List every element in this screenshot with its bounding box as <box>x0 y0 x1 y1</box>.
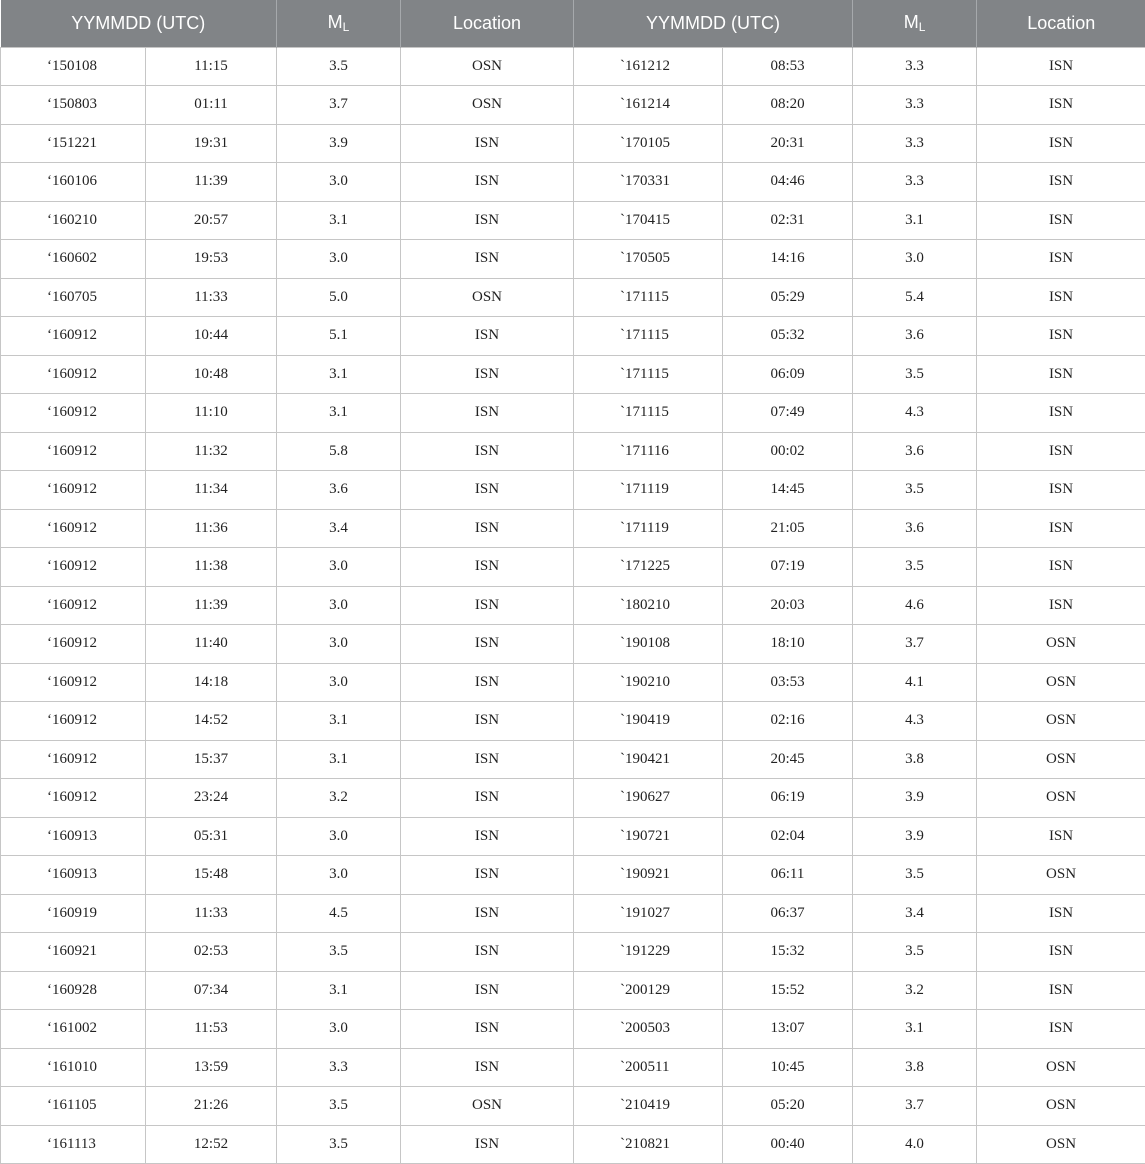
date-cell-right: `210419 <box>574 1087 723 1126</box>
magnitude-cell-right: 3.0 <box>853 240 977 279</box>
magnitude-cell-right: 4.6 <box>853 586 977 625</box>
magnitude-cell-left: 3.5 <box>277 1087 401 1126</box>
location-cell-left: ISN <box>401 779 574 818</box>
date-cell-left: ‘161002 <box>1 1010 146 1049</box>
time-cell-left: 11:10 <box>146 394 277 433</box>
table-row <box>1 740 1145 779</box>
location-cell-right: OSN <box>977 1087 1145 1126</box>
date-cell-right: `161214 <box>574 86 723 125</box>
time-cell-left: 07:34 <box>146 971 277 1010</box>
magnitude-cell-left: 3.1 <box>277 394 401 433</box>
date-cell-right: `190210 <box>574 663 723 702</box>
date-cell-left: ‘160912 <box>1 702 146 741</box>
table-row <box>1 201 1145 240</box>
table-row <box>1 240 1145 279</box>
magnitude-cell-left: 5.0 <box>277 278 401 317</box>
time-cell-left: 02:53 <box>146 933 277 972</box>
magnitude-cell-left: 3.4 <box>277 509 401 548</box>
magnitude-cell-right: 3.8 <box>853 740 977 779</box>
time-cell-left: 14:18 <box>146 663 277 702</box>
location-cell-left: ISN <box>401 1125 574 1164</box>
table-row <box>1 702 1145 741</box>
date-cell-left: ‘160912 <box>1 740 146 779</box>
time-cell-left: 19:31 <box>146 124 277 163</box>
table-row <box>1 86 1145 125</box>
location-cell-left: ISN <box>401 432 574 471</box>
magnitude-cell-right: 3.5 <box>853 548 977 587</box>
time-cell-left: 12:52 <box>146 1125 277 1164</box>
location-cell-left: ISN <box>401 1048 574 1087</box>
header-row <box>1 0 1145 47</box>
magnitude-cell-left: 3.1 <box>277 740 401 779</box>
magnitude-cell-left: 3.0 <box>277 817 401 856</box>
magnitude-cell-left: 3.1 <box>277 971 401 1010</box>
location-cell-right: ISN <box>977 124 1145 163</box>
date-cell-right: `171115 <box>574 317 723 356</box>
header-location-left: Location <box>401 0 574 47</box>
time-cell-left: 11:39 <box>146 586 277 625</box>
location-cell-left: OSN <box>401 1087 574 1126</box>
location-cell-left: ISN <box>401 240 574 279</box>
magnitude-cell-left: 3.2 <box>277 779 401 818</box>
date-cell-left: ‘160921 <box>1 933 146 972</box>
table-body <box>1 47 1145 1164</box>
time-cell-left: 11:33 <box>146 894 277 933</box>
time-cell-left: 11:53 <box>146 1010 277 1049</box>
table-row <box>1 586 1145 625</box>
date-cell-left: ‘160912 <box>1 355 146 394</box>
location-cell-left: ISN <box>401 1010 574 1049</box>
magnitude-cell-right: 3.5 <box>853 355 977 394</box>
table-row <box>1 856 1145 895</box>
date-cell-right: `190421 <box>574 740 723 779</box>
time-cell-left: 15:48 <box>146 856 277 895</box>
date-cell-right: `210821 <box>574 1125 723 1164</box>
date-cell-left: ‘160705 <box>1 278 146 317</box>
location-cell-right: OSN <box>977 702 1145 741</box>
time-cell-right: 06:19 <box>723 779 853 818</box>
time-cell-right: 04:46 <box>723 163 853 202</box>
time-cell-right: 06:09 <box>723 355 853 394</box>
location-cell-right: OSN <box>977 1125 1145 1164</box>
magnitude-cell-right: 3.9 <box>853 779 977 818</box>
time-cell-left: 13:59 <box>146 1048 277 1087</box>
magnitude-cell-right: 4.0 <box>853 1125 977 1164</box>
location-cell-left: ISN <box>401 586 574 625</box>
location-cell-right: ISN <box>977 432 1145 471</box>
time-cell-right: 15:32 <box>723 933 853 972</box>
location-cell-right: ISN <box>977 201 1145 240</box>
time-cell-left: 11:36 <box>146 509 277 548</box>
time-cell-right: 06:11 <box>723 856 853 895</box>
date-cell-right: `171119 <box>574 509 723 548</box>
date-cell-right: `171115 <box>574 355 723 394</box>
table-row <box>1 317 1145 356</box>
date-cell-right: `190921 <box>574 856 723 895</box>
date-cell-left: ‘151221 <box>1 124 146 163</box>
date-cell-left: ‘160210 <box>1 201 146 240</box>
magnitude-cell-left: 4.5 <box>277 894 401 933</box>
date-cell-left: ‘161010 <box>1 1048 146 1087</box>
date-cell-left: ‘160912 <box>1 432 146 471</box>
date-cell-left: ‘160912 <box>1 779 146 818</box>
table-row <box>1 663 1145 702</box>
magnitude-cell-right: 4.3 <box>853 702 977 741</box>
date-cell-left: ‘160912 <box>1 663 146 702</box>
time-cell-left: 11:15 <box>146 47 277 86</box>
magnitude-cell-right: 3.1 <box>853 1010 977 1049</box>
magnitude-cell-left: 3.0 <box>277 586 401 625</box>
time-cell-right: 07:19 <box>723 548 853 587</box>
date-cell-right: `170505 <box>574 240 723 279</box>
location-cell-right: ISN <box>977 548 1145 587</box>
time-cell-left: 19:53 <box>146 240 277 279</box>
location-cell-right: OSN <box>977 1048 1145 1087</box>
date-cell-right: `190627 <box>574 779 723 818</box>
time-cell-right: 08:20 <box>723 86 853 125</box>
date-cell-left: ‘160913 <box>1 817 146 856</box>
table-row <box>1 394 1145 433</box>
table-row <box>1 1048 1145 1087</box>
date-cell-left: ‘160912 <box>1 586 146 625</box>
location-cell-right: ISN <box>977 278 1145 317</box>
location-cell-right: ISN <box>977 894 1145 933</box>
header-magnitude-main: M <box>903 12 919 33</box>
location-cell-left: ISN <box>401 740 574 779</box>
table-header <box>1 0 1145 47</box>
date-cell-left: ‘160919 <box>1 894 146 933</box>
time-cell-right: 20:45 <box>723 740 853 779</box>
magnitude-cell-right: 3.5 <box>853 856 977 895</box>
header-location-right: Location <box>977 0 1145 47</box>
location-cell-right: OSN <box>977 740 1145 779</box>
magnitude-cell-left: 3.1 <box>277 355 401 394</box>
magnitude-cell-right: 3.5 <box>853 471 977 510</box>
table-row <box>1 509 1145 548</box>
location-cell-left: ISN <box>401 201 574 240</box>
date-cell-right: `190721 <box>574 817 723 856</box>
time-cell-right: 05:20 <box>723 1087 853 1126</box>
date-cell-left: ‘160912 <box>1 509 146 548</box>
location-cell-right: ISN <box>977 817 1145 856</box>
date-cell-right: `170331 <box>574 163 723 202</box>
date-cell-left: ‘160106 <box>1 163 146 202</box>
magnitude-cell-left: 3.0 <box>277 663 401 702</box>
time-cell-right: 00:40 <box>723 1125 853 1164</box>
date-cell-right: `170415 <box>574 201 723 240</box>
table-row <box>1 432 1145 471</box>
location-cell-left: OSN <box>401 278 574 317</box>
table-row <box>1 971 1145 1010</box>
time-cell-right: 14:16 <box>723 240 853 279</box>
location-cell-left: ISN <box>401 548 574 587</box>
time-cell-right: 00:02 <box>723 432 853 471</box>
table-row <box>1 625 1145 664</box>
date-cell-left: ‘160912 <box>1 625 146 664</box>
magnitude-cell-left: 3.1 <box>277 201 401 240</box>
magnitude-cell-right: 3.8 <box>853 1048 977 1087</box>
location-cell-left: ISN <box>401 394 574 433</box>
date-cell-right: `171115 <box>574 394 723 433</box>
magnitude-cell-left: 3.7 <box>277 86 401 125</box>
header-magnitude-sub: L <box>342 20 350 35</box>
date-cell-right: `200129 <box>574 971 723 1010</box>
magnitude-cell-right: 3.3 <box>853 124 977 163</box>
time-cell-left: 11:32 <box>146 432 277 471</box>
time-cell-left: 11:34 <box>146 471 277 510</box>
magnitude-cell-right: 3.7 <box>853 1087 977 1126</box>
date-cell-left: ‘160928 <box>1 971 146 1010</box>
magnitude-cell-right: 5.4 <box>853 278 977 317</box>
time-cell-right: 02:31 <box>723 201 853 240</box>
time-cell-left: 11:38 <box>146 548 277 587</box>
header-magnitude-main: M <box>327 12 343 33</box>
table-row <box>1 1087 1145 1126</box>
time-cell-right: 05:32 <box>723 317 853 356</box>
table-row <box>1 278 1145 317</box>
time-cell-left: 10:48 <box>146 355 277 394</box>
date-cell-left: ‘160602 <box>1 240 146 279</box>
time-cell-right: 20:03 <box>723 586 853 625</box>
magnitude-cell-left: 5.8 <box>277 432 401 471</box>
location-cell-left: ISN <box>401 317 574 356</box>
date-cell-left: ‘160912 <box>1 471 146 510</box>
date-cell-left: ‘160912 <box>1 317 146 356</box>
location-cell-left: ISN <box>401 663 574 702</box>
location-cell-left: ISN <box>401 702 574 741</box>
table-row <box>1 1125 1145 1164</box>
time-cell-left: 11:39 <box>146 163 277 202</box>
location-cell-right: OSN <box>977 779 1145 818</box>
magnitude-cell-left: 3.0 <box>277 1010 401 1049</box>
location-cell-right: ISN <box>977 586 1145 625</box>
time-cell-right: 03:53 <box>723 663 853 702</box>
location-cell-left: ISN <box>401 625 574 664</box>
location-cell-left: ISN <box>401 817 574 856</box>
magnitude-cell-left: 3.0 <box>277 240 401 279</box>
time-cell-left: 15:37 <box>146 740 277 779</box>
date-cell-right: `170105 <box>574 124 723 163</box>
table-row <box>1 817 1145 856</box>
time-cell-left: 10:44 <box>146 317 277 356</box>
magnitude-cell-right: 3.9 <box>853 817 977 856</box>
location-cell-right: ISN <box>977 355 1145 394</box>
date-cell-left: ‘161105 <box>1 1087 146 1126</box>
magnitude-cell-left: 3.0 <box>277 856 401 895</box>
date-cell-right: `190108 <box>574 625 723 664</box>
date-cell-right: `171225 <box>574 548 723 587</box>
table-row <box>1 355 1145 394</box>
magnitude-cell-right: 3.1 <box>853 201 977 240</box>
magnitude-cell-right: 4.1 <box>853 663 977 702</box>
location-cell-right: ISN <box>977 394 1145 433</box>
date-cell-right: `161212 <box>574 47 723 86</box>
location-cell-right: OSN <box>977 856 1145 895</box>
magnitude-cell-right: 3.2 <box>853 971 977 1010</box>
magnitude-cell-left: 3.9 <box>277 124 401 163</box>
location-cell-right: ISN <box>977 933 1145 972</box>
location-cell-left: ISN <box>401 933 574 972</box>
time-cell-left: 20:57 <box>146 201 277 240</box>
time-cell-left: 11:40 <box>146 625 277 664</box>
date-cell-right: `191027 <box>574 894 723 933</box>
magnitude-cell-right: 3.6 <box>853 317 977 356</box>
date-cell-right: `171115 <box>574 278 723 317</box>
time-cell-right: 10:45 <box>723 1048 853 1087</box>
header-magnitude-left <box>277 0 401 47</box>
magnitude-cell-left: 3.5 <box>277 47 401 86</box>
date-cell-right: `200503 <box>574 1010 723 1049</box>
time-cell-right: 05:29 <box>723 278 853 317</box>
time-cell-left: 11:33 <box>146 278 277 317</box>
time-cell-left: 23:24 <box>146 779 277 818</box>
time-cell-right: 18:10 <box>723 625 853 664</box>
table-row <box>1 779 1145 818</box>
time-cell-right: 02:16 <box>723 702 853 741</box>
magnitude-cell-left: 3.6 <box>277 471 401 510</box>
magnitude-cell-right: 3.6 <box>853 432 977 471</box>
header-date-time-left: YYMMDD (UTC) <box>1 0 277 47</box>
location-cell-right: ISN <box>977 471 1145 510</box>
date-cell-left: ‘160912 <box>1 548 146 587</box>
table-row <box>1 471 1145 510</box>
time-cell-right: 21:05 <box>723 509 853 548</box>
date-cell-left: ‘160912 <box>1 394 146 433</box>
magnitude-cell-right: 3.5 <box>853 933 977 972</box>
location-cell-right: ISN <box>977 240 1145 279</box>
time-cell-right: 15:52 <box>723 971 853 1010</box>
location-cell-left: OSN <box>401 86 574 125</box>
time-cell-right: 06:37 <box>723 894 853 933</box>
date-cell-left: ‘161113 <box>1 1125 146 1164</box>
magnitude-cell-left: 3.0 <box>277 548 401 587</box>
location-cell-right: ISN <box>977 317 1145 356</box>
date-cell-right: `200511 <box>574 1048 723 1087</box>
magnitude-cell-right: 3.6 <box>853 509 977 548</box>
table-row <box>1 548 1145 587</box>
location-cell-right: OSN <box>977 663 1145 702</box>
magnitude-cell-right: 3.3 <box>853 86 977 125</box>
magnitude-cell-left: 3.1 <box>277 702 401 741</box>
table-row <box>1 894 1145 933</box>
table-row <box>1 163 1145 202</box>
time-cell-left: 21:26 <box>146 1087 277 1126</box>
magnitude-cell-right: 3.7 <box>853 625 977 664</box>
header-magnitude-right <box>853 0 977 47</box>
time-cell-left: 14:52 <box>146 702 277 741</box>
location-cell-left: ISN <box>401 163 574 202</box>
location-cell-right: ISN <box>977 1010 1145 1049</box>
header-date-time-right: YYMMDD (UTC) <box>574 0 853 47</box>
table-row <box>1 124 1145 163</box>
time-cell-left: 05:31 <box>146 817 277 856</box>
date-cell-right: `171119 <box>574 471 723 510</box>
table-row <box>1 47 1145 86</box>
magnitude-cell-left: 5.1 <box>277 317 401 356</box>
time-cell-right: 20:31 <box>723 124 853 163</box>
date-cell-left: ‘160913 <box>1 856 146 895</box>
time-cell-right: 14:45 <box>723 471 853 510</box>
magnitude-cell-right: 3.3 <box>853 163 977 202</box>
magnitude-cell-left: 3.0 <box>277 163 401 202</box>
location-cell-left: ISN <box>401 971 574 1010</box>
location-cell-left: ISN <box>401 894 574 933</box>
time-cell-right: 07:49 <box>723 394 853 433</box>
time-cell-right: 08:53 <box>723 47 853 86</box>
magnitude-cell-left: 3.5 <box>277 1125 401 1164</box>
time-cell-right: 13:07 <box>723 1010 853 1049</box>
location-cell-left: ISN <box>401 509 574 548</box>
magnitude-cell-right: 3.3 <box>853 47 977 86</box>
table-row <box>1 933 1145 972</box>
table-row <box>1 1010 1145 1049</box>
location-cell-left: ISN <box>401 355 574 394</box>
location-cell-left: ISN <box>401 471 574 510</box>
location-cell-right: OSN <box>977 625 1145 664</box>
location-cell-left: ISN <box>401 856 574 895</box>
date-cell-left: ‘150108 <box>1 47 146 86</box>
date-cell-right: `180210 <box>574 586 723 625</box>
time-cell-left: 01:11 <box>146 86 277 125</box>
date-cell-right: `191229 <box>574 933 723 972</box>
date-cell-right: `171116 <box>574 432 723 471</box>
location-cell-right: ISN <box>977 86 1145 125</box>
magnitude-cell-left: 3.3 <box>277 1048 401 1087</box>
magnitude-cell-left: 3.0 <box>277 625 401 664</box>
magnitude-cell-left: 3.5 <box>277 933 401 972</box>
location-cell-right: ISN <box>977 163 1145 202</box>
location-cell-left: ISN <box>401 124 574 163</box>
location-cell-right: ISN <box>977 47 1145 86</box>
magnitude-cell-right: 3.4 <box>853 894 977 933</box>
header-magnitude-sub: L <box>918 20 926 35</box>
date-cell-left: ‘150803 <box>1 86 146 125</box>
date-cell-right: `190419 <box>574 702 723 741</box>
time-cell-right: 02:04 <box>723 817 853 856</box>
magnitude-cell-right: 4.3 <box>853 394 977 433</box>
location-cell-right: ISN <box>977 971 1145 1010</box>
location-cell-left: OSN <box>401 47 574 86</box>
location-cell-right: ISN <box>977 509 1145 548</box>
